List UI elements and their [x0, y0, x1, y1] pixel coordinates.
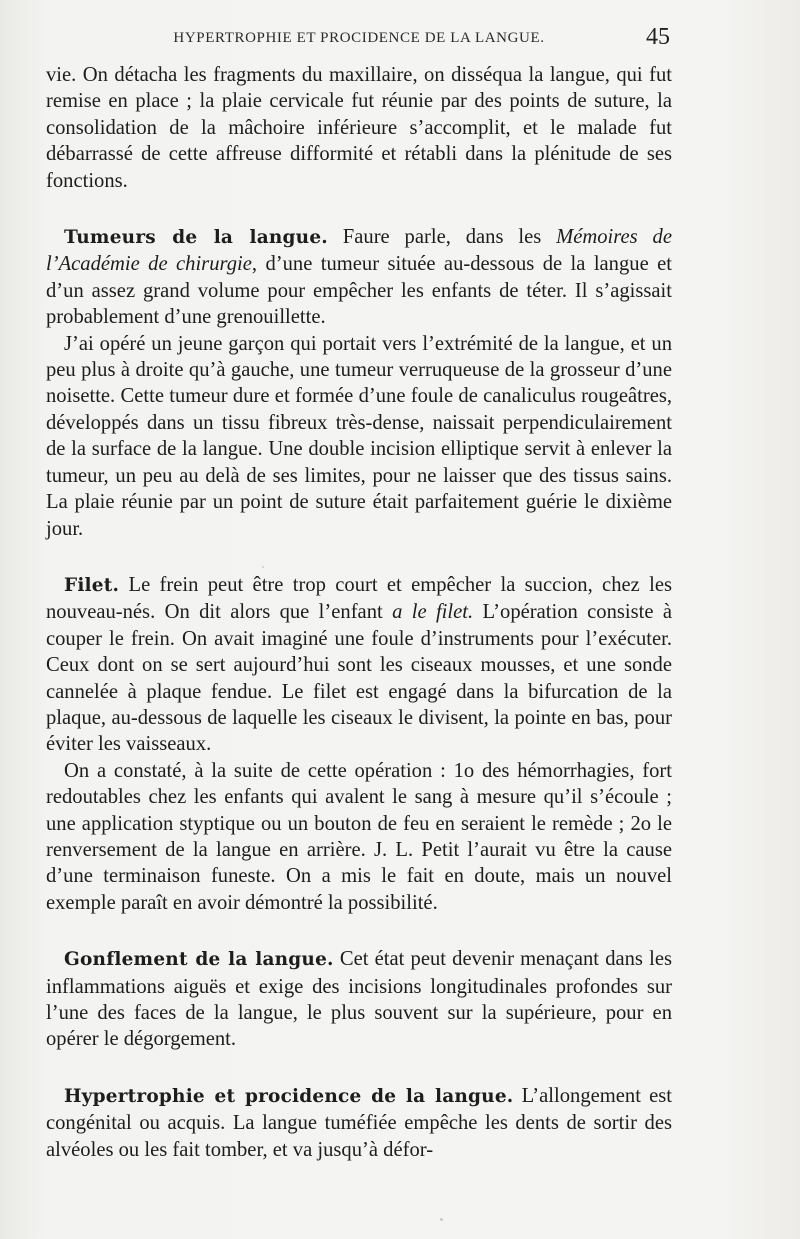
section-heading-tumeurs: Tumeurs de la langue.	[64, 227, 328, 249]
section-heading-hypertrophie: Hypertrophie et procidence de la langue.	[64, 1085, 514, 1107]
body-text	[46, 62, 672, 1163]
page-number: 45	[646, 24, 670, 50]
section-filet	[46, 572, 672, 758]
hypertrophie-text: L’allongement est congénital ou acquis. La langue tuméfiée empêche les dents de sortir des alvéoles ou les fait tomber, et va jusqu’à défor-	[46, 1084, 672, 1161]
running-title: HYPERTROPHIE ET PROCIDENCE DE LA LANGUE.	[173, 30, 545, 46]
paper-speck	[440, 1218, 443, 1221]
paragraph-continuation: vie. On détacha les fragments du maxillaire, on disséqua la langue, qui fut remise en place ; la plaie cervicale fut réunie par des points de suture, la consolidation de la mâchoire inférieure s’accomplit, et le malade fut débarrassé de cette affreuse difformité et rétabli dans la plénitude de ses fonctions.	[46, 64, 672, 192]
paper-speck	[262, 566, 264, 568]
gonflement-text: Cet état peut devenir menaçant dans les inflammations aiguës et exige des incisions longitudinales profondes sur l’une des faces de la langue, le plus souvent sur la supérieure, pour en opérer le dégorgement.	[46, 948, 672, 1051]
section-tumeurs	[46, 224, 672, 331]
filet-text-b: L’opération consiste à couper le frein. On avait imaginé une foule d’instruments pour l’exécuter. Ceux dont on se sert aujourd’hui sont les ciseaux mousses, et une sonde cannelée à plaque fendue. Le filet est engagé dans la bifurcation de la plaque, au-dessous de laquelle les ciseaux le divisent, la pointe en bas, pour éviter les vaisseaux.	[46, 601, 672, 756]
paragraph-complications: On a constaté, à la suite de cette opération : 1o des hémorrhagies, fort redoutables chez les enfants qui avalent le sang à mesure qu’il s’écoule ; une application styptique ou un bouton de feu en seraient le remède ; 2o le renversement de la langue en arrière. J. L. Petit l’aurait vu être la cause d’une terminaison funeste. On a mis le fait en doute, mais un nouvel exemple paraît en avoir démontré la possibilité.	[46, 759, 672, 914]
section-heading-gonflement: Gonflement de la langue.	[64, 949, 334, 971]
section-gonflement	[46, 946, 672, 1053]
filet-text-a: Le frein peut être trop court et empêcher la succion, chez les nouveau-nés. On dit alors que l’enfant	[46, 573, 672, 624]
tumeurs-text-b: , d’une tumeur située au-dessous de la langue et d’un assez grand volume pour empêcher les enfants de téter. Il s’agissait probablement d’une grenouillette.	[46, 253, 672, 329]
section-hypertrophie	[46, 1083, 672, 1163]
section-heading-filet: Filet.	[64, 574, 120, 596]
filet-italic-phrase: a le filet.	[392, 601, 474, 624]
paragraph-case-report: J’ai opéré un jeune garçon qui portait vers l’extrémité de la langue, et un peu plus à droite qu’à gauche, une tumeur verruqueuse de la grosseur d’une noisette. Cette tumeur dure et formée d’une foule de canaliculus rougeâtres, développés dans un tissu fibreux très-dense, naissait perpendiculairement de la surface de la langue. Une double incision elliptique servit à enlever la tumeur, un peu au delà de ses limites, pour ne laisser que des tissus sains. La plaie réunie par un point de suture était parfaitement guérie le dixième jour.	[46, 332, 672, 540]
tumeurs-italic-title: Mémoires de l’Académie de chirurgie	[46, 226, 672, 276]
tumeurs-text-a: Faure parle, dans les	[327, 226, 557, 249]
